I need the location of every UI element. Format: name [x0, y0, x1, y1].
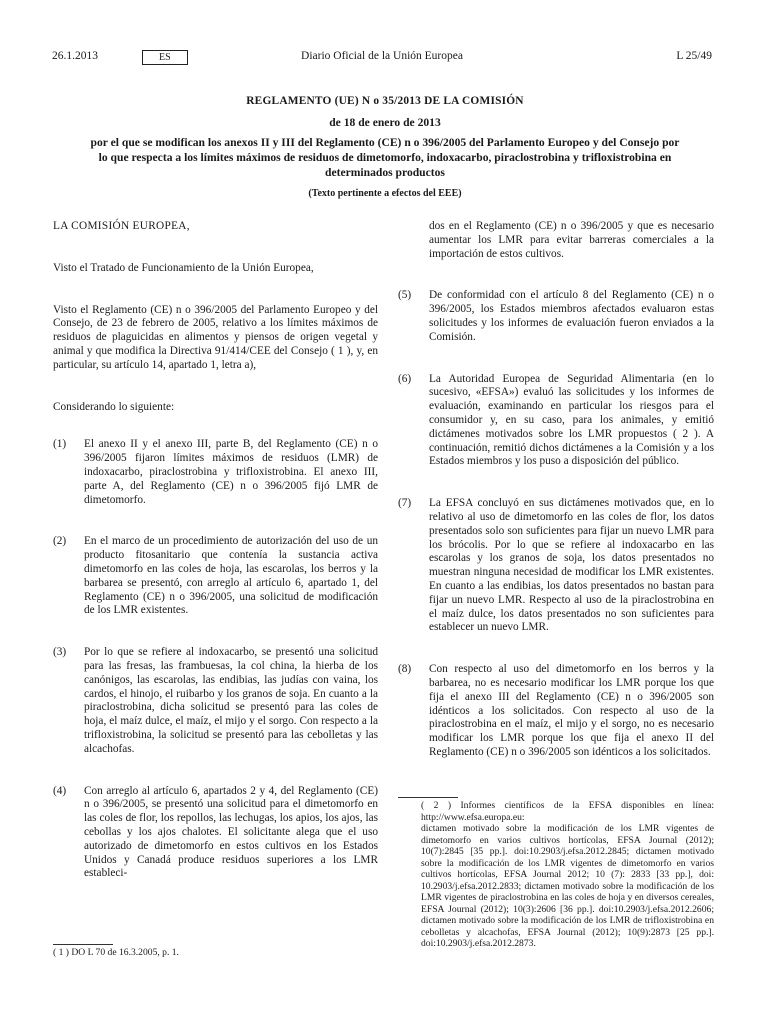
regulation-date: de 18 de enero de 2013	[329, 116, 441, 129]
recital-number: (6)	[398, 372, 412, 385]
recital-number: (2)	[53, 535, 67, 548]
recital-6	[398, 373, 714, 470]
recital-1	[53, 438, 378, 507]
footnote-divider-left	[53, 944, 113, 945]
recital-3	[53, 646, 378, 756]
recital-7	[398, 497, 714, 635]
recital-2	[53, 535, 378, 618]
recital-text: Con respecto al uso del dimetomorfo en los berros y la barbarea, no es necesario modificar los LMR porque los que fija el anexo III del Reglamento (CE) n o 396/2005 son idénticos a los solicitados. Con respecto al uso de la piraclostrobina en el maíz, el mijo y el sorgo, no es necesario modificar los LMR porque los que fija el anexo II del Reglamento (CE) n o 396/2005 son idénticos a los solicitados.	[429, 663, 714, 758]
left-column	[53, 220, 378, 881]
regulation-title: REGLAMENTO (UE) N o 35/2013 DE LA COMISIÓN	[246, 95, 524, 107]
recital-number: (7)	[398, 497, 412, 510]
recital-number: (1)	[53, 438, 67, 451]
footnote-2-intro: ( 2 ) Informes científicos de la EFSA disponibles en línea: http://www.efsa.europa.eu:	[421, 800, 714, 823]
language-badge: ES	[142, 50, 188, 65]
footnote-2-body: dictamen motivado sobre la modificación de los LMR vigentes de dimetomorfo en varios cultivos hortícolas, EFSA Journal (2012); 10(7):2845 [35 pp.]. doi:10.2903/j.efsa.2012.2845; dictamen motivado sobre la modificación de los LMR vigentes de dimetomorfo en varios cultivos hortícolas, EFSA Journal 2012; 10 (7): 2833 [33 pp.], doi: 10.2903/j.efsa.2012.2833; dictamen motivado sobre la modificación de los LMR vigentes de piraclostrobina en las coles de hoja y en diversos cereales, EFSA Journal (2012); 10(3):2606 [36 pp.]. doi:10.2903/j.efsa.2012.2606; dictamen motivado sobre la modificación de los LMR de trifloxistrobina en cebolletas y alcachofas, EFSA Journal (2012); 10(9):2873 [25 pp.]. doi:10.2903/j.efsa.2012.2873.	[421, 823, 714, 949]
recital-4-continuation	[398, 220, 714, 261]
footnote-divider-right	[398, 797, 458, 798]
recital-number: (3)	[53, 646, 67, 659]
eee-note: (Texto pertinente a efectos del EEE)	[308, 188, 462, 199]
visto-tratado: Visto el Tratado de Funcionamiento de la Unión Europea,	[53, 261, 314, 274]
recital-text: dos en el Reglamento (CE) n o 396/2005 y que es necesario aumentar los LMR para evitar barreras comerciales a la importación de estos cultivos.	[429, 220, 714, 260]
recital-text: Con arreglo al artículo 6, apartados 2 y 4, del Reglamento (CE) n o 396/2005, se presentó una solicitud para el dimetomorfo en las coles de flor, los repollos, las lechugas, los apios, los ajos, las cebollas y los ajos chalotes. El solicitante alega que el uso autorizado de dimetomorfo en estos cultivos en los Estados Unidos y Canadá produce residuos superiores a los LMR estableci-	[84, 784, 378, 880]
publication-date: 26.1.2013	[52, 50, 98, 62]
recital-text: La EFSA concluyó en sus dictámenes motivados que, en lo relativo al uso de dimetomorfo en las coles de flor, los datos presentados solo son suficientes para fijar un nuevo LMR para los brócolis. Por lo que se refiere al indoxacarbo en las escarolas y los granos de soja, los datos presentados no muestran ninguna necesidad de modificar los LMR existentes. En cuanto a las endibias, los datos presentados no bastan para fijar un nuevo LMR. Respecto al uso de la piraclostrobina en el maíz dulce, los datos presentados no son suficientes para establecer un nuevo LMR.	[429, 497, 714, 634]
recital-number: (5)	[398, 289, 412, 302]
recital-text: La Autoridad Europea de Seguridad Alimentaria (en lo sucesivo, «EFSA») evaluó las solicitudes y los informes de evaluación, examinando en particular los riesgos para el consumidor y, en su caso, para los animales, y emitió dictámenes motivados sobre los LMR propuestos ( 2 ). A continuación, remitió dichos dictámenes a la Comisión y a los Estados miembros y los puso a disposición del público.	[429, 372, 714, 468]
visto-reglamento: Visto el Reglamento (CE) n o 396/2005 del Parlamento Europeo y del Consejo, de 23 de febrero de 2005, relativo a los límites máximos de residuos de plaguicidas en alimentos y piensos de origen vegetal y animal y que modifica la Directiva 91/414/CEE del Consejo ( 1 ), y, en particular, su artículo 14, apartado 1, letra a),	[53, 303, 378, 371]
commission-line: LA COMISIÓN EUROPEA,	[53, 220, 190, 232]
page-reference: L 25/49	[676, 50, 712, 62]
right-column	[398, 220, 714, 760]
recital-text: De conformidad con el artículo 8 del Reglamento (CE) n o 396/2005, los Estados miembros afectados evaluaron estas solicitudes y los informes de evaluación fueron enviados a la Comisión.	[429, 289, 714, 343]
considerando-line: Considerando lo siguiente:	[53, 400, 175, 413]
regulation-description: por el que se modifican los anexos II y III del Reglamento (CE) n o 396/2005 del Parlamento Europeo y del Consejo por lo que respecta a los límites máximos de residuos de dimetomorfo, indoxacarbo, piraclostrobina y trifloxistrobina en determinados productos	[90, 136, 680, 179]
footnote-2	[398, 800, 714, 950]
recital-8	[398, 663, 714, 760]
recital-text: El anexo II y el anexo III, parte B, del Reglamento (CE) n o 396/2005 fijaron límites máximos de residuos (LMR) de indoxacarbo, piraclostrobina y trifloxistrobina. El anexo III, parte A, del Reglamento (CE) n o 396/2005 fijó LMR de dimetomorfo.	[84, 438, 378, 506]
regulation-title-block	[90, 94, 680, 201]
recital-text: Por lo que se refiere al indoxacarbo, se presentó una solicitud para las fresas, las frambuesas, la col china, la hierba de los canónigos, las escarolas, las endibias, las judías con vaina, los cardos, el hinojo, el ruibarbo y los granos de soja. En cuanto a la piraclostrobina, dicha solicitud se presentó para las coles de hoja, el maíz dulce, el maíz, el mijo y el sorgo. Con respecto a la trifloxistrobina, la solicitud se presentó para las cebolletas y las alcachofas.	[84, 646, 378, 755]
footnote-1: ( 1 ) DO L 70 de 16.3.2005, p. 1.	[53, 947, 179, 958]
recital-number: (8)	[398, 663, 412, 676]
page-header	[52, 50, 712, 68]
recital-number: (4)	[53, 784, 67, 797]
recital-text: En el marco de un procedimiento de autorización del uso de un producto fitosanitario que contenía la sustancia activa dimetomorfo en las coles de hoja, las escarolas, los berros y la barbarea se presentó, con arreglo al artículo 6, apartado 1, del Reglamento (CE) n o 396/2005, una solicitud de modificación de los LMR existentes.	[84, 535, 378, 617]
recital-5	[398, 289, 714, 344]
journal-name: Diario Oficial de la Unión Europea	[301, 50, 463, 62]
recital-4	[53, 785, 378, 882]
